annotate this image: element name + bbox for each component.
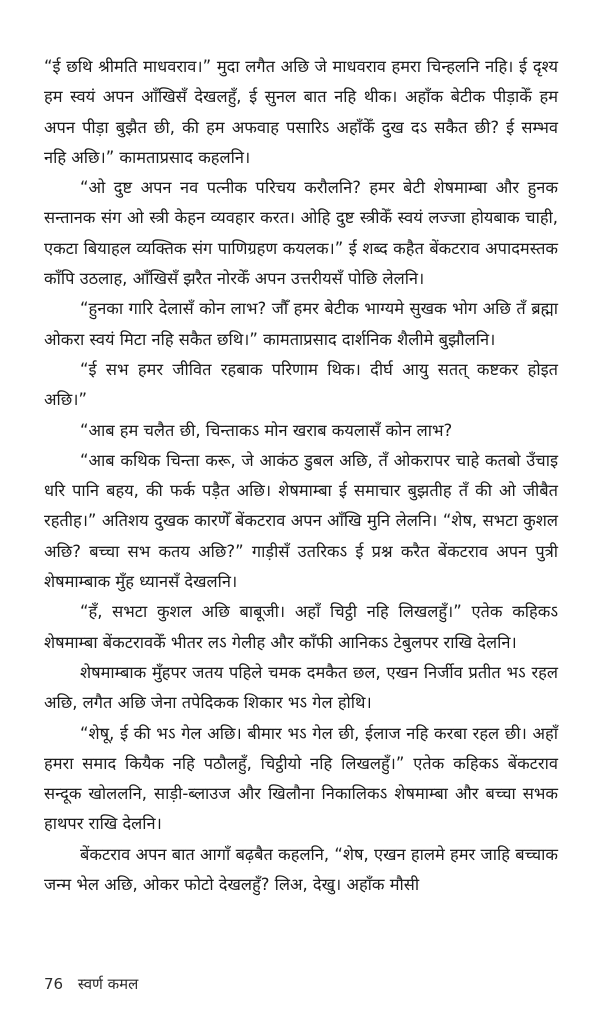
paragraph: शेषमाम्बाक मुँहपर जतय पहिले चमक दमकैत छल, एखन निर्जीव प्रतीत भऽ रहल अछि, लगैत अछि जेना तपेदिकक शिकार भऽ गेल होथि। bbox=[44, 662, 558, 713]
paragraph: “हँ, सभटा कुशल अछि बाबूजी। अहाँ चिट्ठी नहि लिखलहुँ।” एतेक कहिकऽ शेषमाम्बा बेंकटरावकेँ भीतर लऽ गेलीह और काँफी आनिकऽ टेबुलपर राखि देलनि। bbox=[44, 602, 558, 652]
paragraph: “शेषू, ई की भऽ गेल अछि। बीमार भऽ गेल छी, ईलाज नहि करबा रहल छी। अहाँ हमरा समाद कियैक नहि पठौलहुँ, चिट्ठीयो नहि लिखलहुँ।” एतेक कहिकऽ बेंकटराव सन्दूक खोललनि, साड़ी-ब्लाउज और खिलौना निकालिकऽ शेषमाम्बा और बच्चा सभक हाथपर राखि देलनि। bbox=[44, 723, 558, 834]
paragraph: “ई सभ हमर जीवित रहबाक परिणाम थिक। दीर्घ आयु सतत् कष्टकर होइत अछि।” bbox=[44, 359, 558, 410]
body-text bbox=[44, 52, 558, 900]
paragraph: “ओ दुष्ट अपन नव पत्नीक परिचय करौलनि? हमर बेटी शेषमाम्बा और हुनक सन्तानक संग ओ स्त्री केहन व्यवहार करत। ओहि दुष्ट स्त्रीकेँ स्वयं लज्जा होयबाक चाही, एकटा बियाहल व्यक्तिक संग पाणिग्रहण कयलक।” ई शब्द कहैत बेंकटराव अपादमस्तक काँपि उठलाह, आँखिसँ झरैत नोरकेँ अपन उत्तरीयसँ पोछि लेलनि। bbox=[44, 178, 558, 289]
paragraph: “ई छथि श्रीमति माधवराव।” मुदा लगैत अछि जे माधवराव हमरा चिन्हलनि नहि। ई दृश्य हम स्वयं अपन आँखिसँ देखलहुँ, ई सुनल बात नहि थीक। अहाँक बेटीक पीड़ाकेँ हम अपन पीड़ा बुझैत छी, की हम अफवाह पसारिऽ अहाँकेँ दुख दऽ सकैत छी? ई सम्भव नहि अछि।” कामताप्रसाद कहलनि। bbox=[44, 57, 558, 167]
page-number: 76 bbox=[44, 975, 64, 993]
paragraph: “हुनका गारि देलासँ कोन लाभ? जौँ हमर बेटीक भाग्यमे सुखक भोग अछि तँ ब्रह्मा ओकरा स्वयं मिटा नहि सकैत छथि।” कामताप्रसाद दार्शनिक शैलीमे बुझौलनि। bbox=[44, 299, 558, 349]
paragraph: “आब हम चलैत छी, चिन्ताकऽ मोन खराब कयलासँ कोन लाभ? bbox=[80, 420, 453, 440]
page-footer bbox=[44, 974, 138, 994]
paragraph: “आब कथिक चिन्ता करू, जे आकंठ डुबल अछि, तँ ओकरापर चाहे कतबो उँचाइ धरि पानि बहय, की फर्क पड़ैत अछि। शेषमाम्बा ई समाचार बुझतीह तँ की ओ जीबैत रहतीह।” अतिशय दुखक कारणेँ बेंकटराव अपन आँखि मुनि लेलनि। “शेष, सभटा कुशल अछि? बच्चा सभ कतय अछि?” गाड़ीसँ उतरिकऽ ई प्रश्न करैत बेंकटराव अपन पुत्री शेषमाम्बाक मुँह ध्यानसँ देखलनि। bbox=[44, 450, 558, 592]
book-title: स्वर्ण कमल bbox=[77, 975, 139, 993]
paragraph: बेंकटराव अपन बात आगाँ बढ़बैत कहलनि, “शेष, एखन हालमे हमर जाहि बच्चाक जन्म भेल अछि, ओकर फोटो देखलहुँ? लिअ, देखु। अहाँक मौसी bbox=[44, 844, 558, 895]
